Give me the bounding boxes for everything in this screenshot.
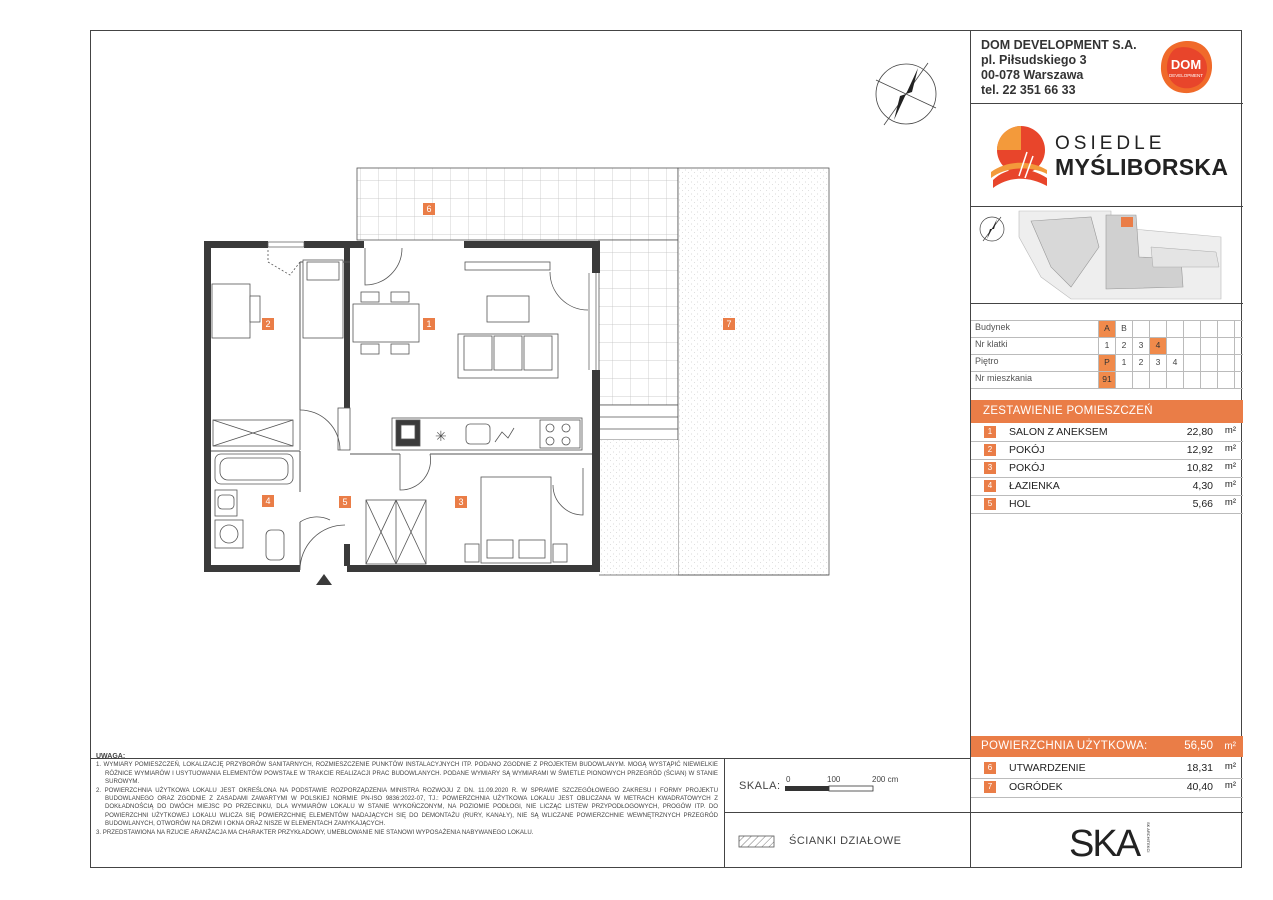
grid-cell-floor: [1217, 354, 1234, 371]
grid-cell-number: [1149, 371, 1166, 388]
extra-unit: m²: [1224, 780, 1236, 791]
room-row: [971, 423, 1243, 441]
grid-cell-building: [1132, 320, 1149, 337]
scale-tick-200: 200 cm: [872, 775, 899, 784]
grid-cell-number: [1200, 371, 1217, 388]
grid-cell-number: [1217, 371, 1234, 388]
room-number-badge: 4: [984, 480, 996, 492]
terrace-area: [357, 168, 678, 240]
brand-line2: MYŚLIBORSKA: [1055, 154, 1229, 180]
grid-cell-building: A: [1098, 320, 1115, 337]
room-number-badge: 3: [984, 462, 996, 474]
grid-cell-stair: [1200, 337, 1217, 354]
room-row: [971, 459, 1243, 477]
svg-text:DEVELOPMENT: DEVELOPMENT: [1168, 73, 1204, 78]
scale-tick-0: 0: [786, 775, 791, 784]
terrace-area-side: [599, 240, 678, 405]
grid-cell-stair: 2: [1115, 337, 1132, 354]
grid-cell-floor: [1234, 354, 1251, 371]
entrance-icon: [316, 574, 332, 585]
extra-unit: m²: [1224, 761, 1236, 772]
plan-label-5: 5: [339, 496, 351, 508]
grid-cell-number: 91: [1098, 371, 1115, 388]
north-arrow-icon: [876, 63, 936, 125]
total-area-bar: POWIERZCHNIA UŻYTKOWA: 56,50 m²: [971, 736, 1243, 757]
svg-text:✳: ✳: [435, 429, 447, 445]
legend-divider: [724, 812, 970, 813]
room-name: ŁAZIENKA: [1009, 480, 1060, 492]
grid-cell-building: [1217, 320, 1234, 337]
grid-cell-floor: 4: [1166, 354, 1183, 371]
scale-bar: [784, 784, 876, 794]
grid-cell-building: [1183, 320, 1200, 337]
room-name: POKÓJ: [1009, 444, 1045, 456]
row-floor: Piętro: [975, 356, 999, 366]
svg-text:SK ARCHITEKCI: SK ARCHITEKCI: [1146, 822, 1151, 853]
grid-cell-stair: 1: [1098, 337, 1115, 354]
grid-cell-floor: 3: [1149, 354, 1166, 371]
extra-number-badge: 7: [984, 781, 996, 793]
notes: [96, 753, 718, 837]
notes-header: UWAGA:: [96, 753, 126, 760]
site-map: [971, 207, 1243, 303]
room-area: 10,82: [1186, 462, 1213, 474]
scale-label: SKALA:: [739, 780, 781, 792]
scale-tick-100: 100: [827, 775, 841, 784]
info-sidebar: [970, 30, 1242, 868]
plan-label-6: 6: [423, 203, 435, 215]
note-item-2: 2. POWIERZCHNIA UŻYTKOWA LOKALU JEST OKREŚLONA NA PODSTAWIE ROZPORZĄDZENIA MINISTRA ROZWOJU Z DN. 11.09.2020 R. W SPRAWIE SZCZEGÓŁOWEGO ZAKRESU I FORMY PROJEKTU BUDOWLANEGO ORAZ ZGODNIE Z ZASADAMI ZAWARTYMI W POLSKIEJ NORMIE PN-ISO 9836:2022-07, TJ.: POWIERZCHNIA UŻYTKOWA LOKALU JEST OBLICZANA W METRACH KWADRATOWYCH Z DOKŁADNOŚCIĄ DO DWÓCH MIEJSC PO PRZECINKU, DLA WYMIARÓW LOKALU W STANIE WYKOŃCZONYM, NA POZIOMIE PODŁOGI, NIE LICZĄC LISTEW PRZYPODŁOGOWYCH, PROGÓW ITP. DO POWIERZCHNI UŻYTKOWEJ LOKALU WLICZA SIĘ POWIERZCHNIĘ ELEMENTÓW NADAJĄCYCH SIĘ DO DEMONTAŻU (RURY, KANAŁY), NIE SĄ WLICZANE POWIERZCHNIE WEWNĘTRZNYCH PRZEGRÓD BUDOWLANYCH, OTWORÓW NA DRZWI I OKNA ORAZ NISZE W ELEMENTACH ZAMYKAJĄCYCH.: [96, 786, 718, 828]
room-area: 5,66: [1192, 498, 1213, 510]
grid-cell-stair: 3: [1132, 337, 1149, 354]
grid-cell-stair: [1217, 337, 1234, 354]
note-item-1: 1. WYMIARY POMIESZCZEŃ, LOKALIZACJĘ PRZYBORÓW SANITARNYCH, ROZMIESZCZENIE PUNKTÓW INSTALACYJNYCH ITP. PODANO ZGODNIE Z PROJEKTEM BUDOWLANYM. MOGĄ WYSTĄPIĆ NIEWIELKIE RÓŻNICE WYMIARÓW I USYTUOWANIA ELEMENTÓW POWSTAŁE W TRAKCIE REALIZACJI PRAC BUDOWLANYCH. PODANE WYMIARY SĄ WYMIARAMI W ŚWIETLE PIONOWYCH PRZEGRÓD (ŚCIAN) W STANIE SUROWYM.: [96, 761, 718, 786]
room-name: SALON Z ANEKSEM: [1009, 426, 1108, 438]
plan-label-7: 7: [723, 318, 735, 330]
extra-area: 40,40: [1186, 781, 1213, 793]
company-street: pl. Piłsudskiego 3: [981, 53, 1087, 67]
note-item-3: 3. PRZEDSTAWIONA NA RZUCIE ARANŻACJA MA CHARAKTER PRZYKŁADOWY, UMEBLOWANIE NIE STANOWI WYPOSAŻENIA NABYWANEGO LOKALU.: [96, 828, 534, 836]
room-name: HOL: [1009, 498, 1031, 510]
room-number-badge: 5: [984, 498, 996, 510]
row-building: Budynek: [975, 322, 1011, 332]
room-area: 12,92: [1186, 444, 1213, 456]
extra-name: UTWARDZENIE: [1009, 762, 1086, 774]
grid-cell-building: [1166, 320, 1183, 337]
grid-cell-floor: 1: [1115, 354, 1132, 371]
grid-cell-building: [1234, 320, 1251, 337]
plan-label-3: 3: [455, 496, 467, 508]
room-row: [971, 495, 1243, 513]
grid-cell-number: [1234, 371, 1251, 388]
room-unit: m²: [1224, 443, 1236, 454]
grid-cell-number: [1115, 371, 1132, 388]
room-row: [971, 441, 1243, 459]
room-area: 4,30: [1192, 480, 1213, 492]
row-stair: Nr klatki: [975, 339, 1008, 349]
grid-cell-number: [1183, 371, 1200, 388]
company-city: 00-078 Warszawa: [981, 68, 1084, 82]
grid-cell-number: [1166, 371, 1183, 388]
room-number-badge: 1: [984, 426, 996, 438]
row-number: Nr mieszkania: [975, 373, 1033, 383]
company-phone: tel. 22 351 66 33: [981, 83, 1076, 97]
room-area: 22,80: [1186, 426, 1213, 438]
extra-name: OGRÓDEK: [1009, 781, 1063, 793]
grid-cell-stair: [1183, 337, 1200, 354]
grid-cell-stair: [1234, 337, 1251, 354]
grid-cell-floor: P: [1098, 354, 1115, 371]
room-row: [971, 477, 1243, 495]
grid-cell-floor: [1183, 354, 1200, 371]
grid-cell-number: [1132, 371, 1149, 388]
extra-row: [971, 778, 1243, 796]
plan-label-4: 4: [262, 495, 274, 507]
plan-label-2: 2: [262, 318, 274, 330]
dom-development-logo: [1157, 38, 1215, 96]
grid-cell-stair: 4: [1149, 337, 1166, 354]
grid-cell-floor: 2: [1132, 354, 1149, 371]
architect-logo: [1067, 820, 1157, 864]
osiedle-logo-icon: [989, 122, 1049, 190]
legend-label: ŚCIANKI DZIAŁOWE: [789, 835, 902, 847]
extra-area: 18,31: [1186, 762, 1213, 774]
terrace-steps: [599, 405, 678, 440]
room-name: POKÓJ: [1009, 462, 1045, 474]
extra-number-badge: 6: [984, 762, 996, 774]
svg-text:SKA: SKA: [1069, 823, 1140, 864]
brand-line1: OSIEDLE: [1055, 133, 1166, 154]
partition-legend-icon: [738, 835, 776, 849]
extra-row: [971, 759, 1243, 777]
grid-cell-building: [1149, 320, 1166, 337]
room-unit: m²: [1224, 479, 1236, 490]
company-name: DOM DEVELOPMENT S.A.: [981, 38, 1137, 52]
room-unit: m²: [1224, 461, 1236, 472]
svg-text:DOM: DOM: [1170, 57, 1202, 72]
scale-divider: [724, 758, 725, 868]
grid-cell-building: B: [1115, 320, 1132, 337]
plan-label-1: 1: [423, 318, 435, 330]
room-number-badge: 2: [984, 444, 996, 456]
rooms-header: ZESTAWIENIE POMIESZCZEŃ: [971, 400, 1243, 423]
grid-cell-stair: [1166, 337, 1183, 354]
room-unit: m²: [1224, 425, 1236, 436]
grid-cell-building: [1200, 320, 1217, 337]
garden-area: [678, 168, 829, 575]
room-unit: m²: [1224, 497, 1236, 508]
grid-cell-floor: [1200, 354, 1217, 371]
